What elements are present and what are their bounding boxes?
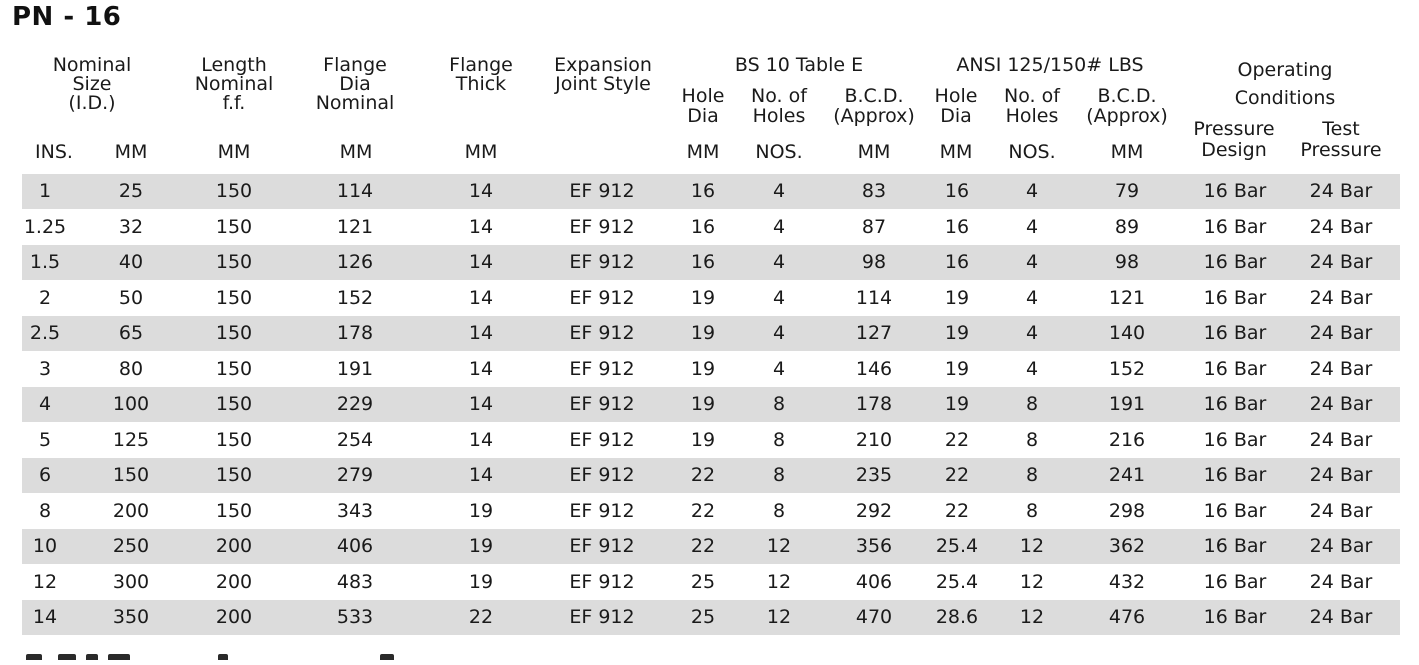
cell-test-pressure: 24 Bar (1309, 535, 1373, 557)
subheader-ansi-hole-dia (921, 86, 991, 126)
header-line: Nominal (52, 54, 132, 76)
cell-size-ins: 2 (38, 286, 52, 309)
cell-pressure-design: 16 Bar (1203, 180, 1267, 202)
header-line: Dia (687, 105, 719, 127)
unit-mm: MM (464, 141, 498, 163)
cell-size-mm: 350 (112, 606, 150, 628)
cell-flange-dia: 114 (336, 180, 374, 202)
cell-test-pressure: 24 Bar (1309, 606, 1373, 628)
unit-nos: NOS. (755, 141, 803, 163)
table-row (22, 565, 1400, 600)
header-line: B.C.D. (844, 85, 904, 107)
header-flange-thick (426, 56, 536, 94)
cell-ansi-hole-dia: 19 (944, 357, 970, 380)
cell-bs10-hole-dia: 22 (690, 464, 716, 486)
unit-mm: MM (939, 141, 973, 163)
cell-size-mm: 65 (118, 322, 144, 344)
cell-ansi-no-holes: 8 (1025, 393, 1039, 415)
cell-ansi-bcd: 121 (1108, 286, 1146, 309)
cell-ansi-hole-dia: 19 (944, 286, 970, 309)
cell-ansi-no-holes: 8 (1025, 499, 1039, 522)
cell-ansi-no-holes: 12 (1019, 606, 1045, 628)
cell-ansi-hole-dia: 25.4 (935, 535, 979, 557)
cell-joint-style: EF 912 (569, 499, 635, 522)
header-line: Flange (323, 54, 387, 76)
cell-size-ins: 3 (38, 357, 52, 380)
cell-bs10-no-holes: 4 (772, 322, 786, 344)
cell-size-mm: 32 (118, 215, 144, 238)
subheader-bs10-bcd (826, 86, 922, 126)
cell-bs10-bcd: 292 (855, 499, 893, 522)
cell-ansi-no-holes: 4 (1025, 357, 1039, 380)
cell-bs10-bcd: 114 (855, 286, 893, 309)
cell-joint-style: EF 912 (569, 393, 635, 415)
cell-test-pressure: 24 Bar (1309, 286, 1373, 309)
cell-joint-style: EF 912 (569, 464, 635, 486)
unit-mm: MM (686, 141, 720, 163)
cell-size-mm: 80 (118, 357, 144, 380)
cell-flange-thick: 14 (468, 251, 494, 273)
cell-ansi-bcd: 79 (1114, 180, 1140, 202)
cell-test-pressure: 24 Bar (1309, 570, 1373, 593)
cell-test-pressure: 24 Bar (1309, 180, 1373, 202)
cell-joint-style: EF 912 (569, 428, 635, 451)
cell-pressure-design: 16 Bar (1203, 215, 1267, 238)
cell-size-mm: 200 (112, 499, 150, 522)
table-row (22, 210, 1400, 245)
header-line: Pressure (1300, 139, 1382, 161)
cell-flange-dia: 254 (336, 428, 374, 451)
cell-bs10-no-holes: 8 (772, 428, 786, 451)
cell-length: 150 (215, 464, 253, 486)
header-operating (1200, 56, 1370, 112)
cell-ansi-bcd: 241 (1108, 464, 1146, 486)
cell-size-ins: 5 (38, 428, 52, 451)
cell-size-mm: 100 (112, 393, 150, 415)
cell-ansi-no-holes: 8 (1025, 428, 1039, 451)
cell-size-ins: 12 (32, 570, 58, 593)
cell-bs10-bcd: 356 (855, 535, 893, 557)
cell-size-ins: 4 (38, 393, 52, 415)
cell-flange-thick: 19 (468, 499, 494, 522)
cell-pressure-design: 16 Bar (1203, 357, 1267, 380)
cell-size-mm: 50 (118, 286, 144, 309)
cell-bs10-no-holes: 8 (772, 499, 786, 522)
cell-flange-thick: 14 (468, 286, 494, 309)
cell-bs10-hole-dia: 19 (690, 393, 716, 415)
cell-bs10-hole-dia: 25 (690, 570, 716, 593)
cell-flange-dia: 229 (336, 393, 374, 415)
subheader-ansi-bcd (1079, 86, 1175, 126)
cell-bs10-no-holes: 4 (772, 215, 786, 238)
cell-bs10-hole-dia: 19 (690, 357, 716, 380)
cell-flange-thick: 14 (468, 464, 494, 486)
cell-flange-dia: 126 (336, 251, 374, 273)
cell-joint-style: EF 912 (569, 215, 635, 238)
cell-ansi-bcd: 140 (1108, 322, 1146, 344)
table-row (22, 494, 1400, 529)
cell-ansi-bcd: 216 (1108, 428, 1146, 451)
header-line: Test (1322, 118, 1360, 140)
cell-ansi-hole-dia: 22 (944, 499, 970, 522)
table-row (22, 458, 1400, 493)
cell-length: 150 (215, 322, 253, 344)
cell-flange-thick: 14 (468, 215, 494, 238)
cell-bs10-no-holes: 12 (766, 535, 792, 557)
cell-joint-style: EF 912 (569, 322, 635, 344)
cell-flange-thick: 14 (468, 180, 494, 202)
table-row (22, 600, 1400, 635)
cell-size-ins: 1.25 (23, 215, 67, 238)
cell-joint-style: EF 912 (569, 180, 635, 202)
cell-bs10-hole-dia: 22 (690, 535, 716, 557)
cell-test-pressure: 24 Bar (1309, 322, 1373, 344)
cell-flange-dia: 279 (336, 464, 374, 486)
cell-length: 150 (215, 499, 253, 522)
cell-pressure-design: 16 Bar (1203, 393, 1267, 415)
cell-ansi-no-holes: 4 (1025, 215, 1039, 238)
cell-length: 150 (215, 428, 253, 451)
cell-ansi-hole-dia: 16 (944, 180, 970, 202)
cell-test-pressure: 24 Bar (1309, 464, 1373, 486)
cell-bs10-bcd: 87 (861, 215, 887, 238)
cell-length: 150 (215, 357, 253, 380)
unit-mm: MM (1110, 141, 1144, 163)
unit-mm: MM (217, 141, 251, 163)
cell-ansi-bcd: 191 (1108, 393, 1146, 415)
unit-mm: MM (339, 141, 373, 163)
cell-length: 150 (215, 251, 253, 273)
cell-joint-style: EF 912 (569, 286, 635, 309)
header-line: Flange (449, 54, 513, 76)
cell-ansi-bcd: 152 (1108, 357, 1146, 380)
cell-ansi-no-holes: 4 (1025, 322, 1039, 344)
cell-length: 150 (215, 180, 253, 202)
cell-length: 200 (215, 570, 253, 593)
header-line: Dia (940, 105, 972, 127)
cell-flange-dia: 178 (336, 322, 374, 344)
cell-ansi-bcd: 476 (1108, 606, 1146, 628)
cell-joint-style: EF 912 (569, 606, 635, 628)
cell-test-pressure: 24 Bar (1309, 215, 1373, 238)
header-line: Pressure (1193, 118, 1275, 140)
cell-pressure-design: 16 Bar (1203, 428, 1267, 451)
cell-bs10-bcd: 235 (855, 464, 893, 486)
subheader-ansi-no-holes (993, 86, 1071, 126)
cell-bs10-no-holes: 12 (766, 570, 792, 593)
cell-bs10-hole-dia: 19 (690, 428, 716, 451)
cell-length: 200 (215, 606, 253, 628)
cell-joint-style: EF 912 (569, 251, 635, 273)
header-line: No. of (1004, 85, 1060, 107)
header-line: Dia (339, 73, 371, 95)
cell-ansi-bcd: 432 (1108, 570, 1146, 593)
cell-ansi-bcd: 89 (1114, 215, 1140, 238)
header-line: Joint Style (555, 73, 651, 95)
table-row (22, 316, 1400, 351)
header-expansion-joint (536, 56, 670, 94)
cell-length: 150 (215, 286, 253, 309)
cell-size-ins: 1 (38, 180, 52, 202)
header-line: Length (201, 54, 267, 76)
table-row (22, 245, 1400, 280)
cell-flange-thick: 14 (468, 428, 494, 451)
subheader-test-pressure (1290, 119, 1392, 161)
header-line: Nominal (194, 73, 274, 95)
cell-pressure-design: 16 Bar (1203, 322, 1267, 344)
cell-bs10-bcd: 210 (855, 428, 893, 451)
cell-size-mm: 250 (112, 535, 150, 557)
header-line: Operating (1237, 59, 1333, 81)
subheader-pressure-design (1180, 119, 1288, 161)
cell-joint-style: EF 912 (569, 570, 635, 593)
subheader-bs10-no-holes (740, 86, 818, 126)
cell-flange-dia: 533 (336, 606, 374, 628)
cell-test-pressure: 24 Bar (1309, 428, 1373, 451)
header-line: Holes (752, 105, 806, 127)
cell-size-ins: 1.5 (29, 251, 61, 273)
header-nominal-size (40, 56, 144, 113)
cell-size-ins: 14 (32, 606, 58, 628)
cell-pressure-design: 16 Bar (1203, 606, 1267, 628)
unit-ins: INS. (35, 141, 73, 163)
cell-bs10-hole-dia: 22 (690, 499, 716, 522)
cell-ansi-no-holes: 4 (1025, 286, 1039, 309)
cell-ansi-no-holes: 12 (1019, 535, 1045, 557)
cell-bs10-bcd: 127 (855, 322, 893, 344)
header-line: Hole (681, 85, 725, 107)
cell-bs10-no-holes: 4 (772, 251, 786, 273)
cell-length: 150 (215, 215, 253, 238)
cell-ansi-bcd: 362 (1108, 535, 1146, 557)
cell-bs10-bcd: 146 (855, 357, 893, 380)
cell-flange-thick: 14 (468, 322, 494, 344)
unit-mm: MM (857, 141, 891, 163)
cell-pressure-design: 16 Bar (1203, 286, 1267, 309)
cell-pressure-design: 16 Bar (1203, 464, 1267, 486)
unit-nos: NOS. (1008, 141, 1056, 163)
header-line: Expansion (554, 54, 652, 76)
cell-ansi-bcd: 98 (1114, 251, 1140, 273)
header-flange-dia (296, 56, 414, 113)
cell-pressure-design: 16 Bar (1203, 570, 1267, 593)
cell-bs10-bcd: 98 (861, 251, 887, 273)
cell-ansi-hole-dia: 22 (944, 428, 970, 451)
table-row (22, 174, 1400, 209)
cell-flange-dia: 121 (336, 215, 374, 238)
header-line: No. of (751, 85, 807, 107)
cell-bs10-no-holes: 4 (772, 357, 786, 380)
cell-test-pressure: 24 Bar (1309, 251, 1373, 273)
cell-pressure-design: 16 Bar (1203, 251, 1267, 273)
header-line: (Approx) (833, 105, 915, 127)
cell-flange-thick: 14 (468, 393, 494, 415)
header-length (176, 56, 292, 113)
table-row (22, 281, 1400, 316)
cell-length: 200 (215, 535, 253, 557)
cell-flange-dia: 343 (336, 499, 374, 522)
cell-bs10-bcd: 470 (855, 606, 893, 628)
cell-bs10-hole-dia: 19 (690, 286, 716, 309)
cell-ansi-hole-dia: 16 (944, 215, 970, 238)
cell-ansi-bcd: 298 (1108, 499, 1146, 522)
cell-joint-style: EF 912 (569, 357, 635, 380)
cell-flange-dia: 483 (336, 570, 374, 593)
cell-test-pressure: 24 Bar (1309, 393, 1373, 415)
table-row (22, 352, 1400, 387)
cell-size-ins: 8 (38, 499, 52, 522)
cell-bs10-no-holes: 4 (772, 286, 786, 309)
cell-bs10-no-holes: 8 (772, 393, 786, 415)
header-line: Design (1201, 139, 1267, 161)
cell-flange-thick: 19 (468, 535, 494, 557)
cell-bs10-no-holes: 8 (772, 464, 786, 486)
cell-ansi-hole-dia: 16 (944, 251, 970, 273)
header-line: (I.D.) (68, 92, 116, 114)
cell-size-ins: 2.5 (29, 322, 61, 344)
cell-flange-dia: 191 (336, 357, 374, 380)
cropped-text-fragment (22, 654, 442, 665)
header-line: Conditions (1234, 87, 1336, 109)
cell-bs10-hole-dia: 16 (690, 251, 716, 273)
page-title: PN - 16 (12, 2, 122, 32)
cell-pressure-design: 16 Bar (1203, 499, 1267, 522)
header-line: Holes (1005, 105, 1059, 127)
cell-ansi-hole-dia: 28.6 (935, 606, 979, 628)
header-line: Size (72, 73, 112, 95)
cell-test-pressure: 24 Bar (1309, 499, 1373, 522)
cell-ansi-hole-dia: 22 (944, 464, 970, 486)
table-row (22, 423, 1400, 458)
cell-ansi-hole-dia: 19 (944, 393, 970, 415)
cell-ansi-no-holes: 4 (1025, 180, 1039, 202)
cell-size-mm: 300 (112, 570, 150, 593)
header-line: (Approx) (1086, 105, 1168, 127)
cell-pressure-design: 16 Bar (1203, 535, 1267, 557)
header-line: B.C.D. (1097, 85, 1157, 107)
cell-flange-dia: 406 (336, 535, 374, 557)
header-ansi: ANSI 125/150# LBS (956, 54, 1144, 76)
cell-ansi-no-holes: 8 (1025, 464, 1039, 486)
cell-length: 150 (215, 393, 253, 415)
cell-bs10-no-holes: 12 (766, 606, 792, 628)
cell-size-mm: 25 (118, 180, 144, 202)
cell-bs10-bcd: 406 (855, 570, 893, 593)
cell-size-mm: 40 (118, 251, 144, 273)
cell-size-ins: 10 (32, 535, 58, 557)
cell-ansi-hole-dia: 25.4 (935, 570, 979, 593)
cell-flange-dia: 152 (336, 286, 374, 309)
cell-size-mm: 150 (112, 464, 150, 486)
cell-ansi-no-holes: 12 (1019, 570, 1045, 593)
cell-bs10-bcd: 178 (855, 393, 893, 415)
cell-bs10-hole-dia: 25 (690, 606, 716, 628)
cell-size-mm: 125 (112, 428, 150, 451)
cell-bs10-hole-dia: 16 (690, 180, 716, 202)
cell-flange-thick: 22 (468, 606, 494, 628)
table-row (22, 529, 1400, 564)
subheader-bs10-hole-dia (668, 86, 738, 126)
cell-bs10-bcd: 83 (861, 180, 887, 202)
header-line: Nominal (315, 92, 395, 114)
cell-flange-thick: 14 (468, 357, 494, 380)
unit-mm: MM (114, 141, 148, 163)
cell-joint-style: EF 912 (569, 535, 635, 557)
table-row (22, 387, 1400, 422)
cell-test-pressure: 24 Bar (1309, 357, 1373, 380)
header-line: Thick (455, 73, 507, 95)
cell-ansi-hole-dia: 19 (944, 322, 970, 344)
cell-size-ins: 6 (38, 464, 52, 486)
header-line: Hole (934, 85, 978, 107)
cell-flange-thick: 19 (468, 570, 494, 593)
cell-bs10-hole-dia: 16 (690, 215, 716, 238)
cell-ansi-no-holes: 4 (1025, 251, 1039, 273)
cell-bs10-hole-dia: 19 (690, 322, 716, 344)
header-bs10: BS 10 Table E (734, 54, 864, 76)
cell-bs10-no-holes: 4 (772, 180, 786, 202)
header-line: f.f. (222, 92, 246, 114)
